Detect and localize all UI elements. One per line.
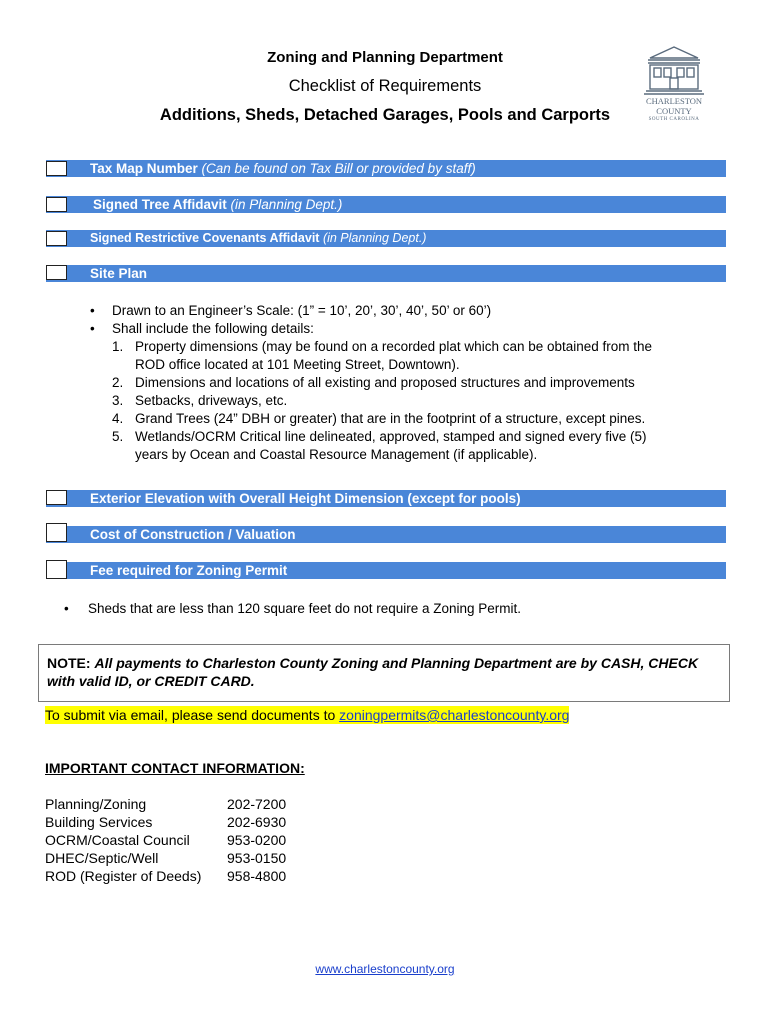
contact-row bbox=[45, 813, 286, 831]
detail-text: Dimensions and locations of all existing and proposed structures and improvements bbox=[135, 375, 635, 390]
contact-phone: 202-7200 bbox=[227, 796, 287, 812]
checklist-bar-exterior-elevation bbox=[46, 490, 726, 507]
website-link[interactable]: www.charlestoncounty.org bbox=[315, 962, 455, 976]
detail-number: 2. bbox=[112, 375, 124, 390]
checkbox-exterior-elevation[interactable] bbox=[46, 490, 67, 505]
detail-text: Setbacks, driveways, etc. bbox=[135, 393, 288, 408]
submit-text: To submit via email, please send documents to bbox=[45, 707, 340, 723]
contact-row bbox=[45, 795, 286, 813]
detail-item bbox=[88, 338, 738, 374]
detail-number: 1. bbox=[112, 339, 124, 354]
checklist-label: Exterior Elevation with Overall Height Dimension (except for pools) bbox=[90, 491, 521, 506]
detail-text: Property dimensions (may be found on a recorded plat which can be obtained from the bbox=[135, 339, 653, 354]
contact-row bbox=[45, 849, 286, 867]
list-item: • Shall include the following details: bbox=[88, 320, 738, 338]
contact-phone: 953-0200 bbox=[227, 832, 287, 848]
detail-item bbox=[88, 428, 738, 464]
county-logo bbox=[640, 44, 708, 124]
courthouse-icon bbox=[640, 44, 708, 96]
contact-name: ROD (Register of Deeds) bbox=[45, 868, 202, 884]
contact-row bbox=[45, 831, 286, 849]
shed-note-text: Sheds that are less than 120 square feet do not require a Zoning Permit. bbox=[88, 601, 522, 616]
checklist-label: Cost of Construction / Valuation bbox=[90, 527, 296, 542]
checklist-note: (in Planning Dept.) bbox=[322, 231, 427, 245]
detail-number: 3. bbox=[112, 393, 124, 408]
bullet: • bbox=[64, 601, 69, 616]
submit-instructions bbox=[45, 706, 569, 724]
contact-name: Building Services bbox=[45, 814, 153, 830]
note-prefix: NOTE: bbox=[47, 655, 91, 671]
logo-text-line1: CHARLESTON bbox=[645, 96, 703, 106]
checklist-label: Tax Map Number bbox=[90, 161, 198, 176]
contact-table bbox=[45, 795, 286, 885]
checklist-note: (Can be found on Tax Bill or provided by staff) bbox=[201, 161, 476, 176]
checkbox-tax-map[interactable] bbox=[46, 161, 67, 176]
contact-row bbox=[45, 867, 286, 885]
submit-email-link[interactable]: zoningpermits@charlestoncounty.org bbox=[339, 707, 570, 723]
department-name: Zoning and Planning Department bbox=[267, 49, 503, 66]
site-plan-requirements bbox=[88, 302, 738, 464]
checklist-bar-tree-affidavit bbox=[46, 196, 726, 213]
logo-text-line2: COUNTY bbox=[656, 106, 692, 116]
contact-name: Planning/Zoning bbox=[45, 796, 147, 812]
checklist-label: Signed Restrictive Covenants Affidavit bbox=[90, 231, 320, 245]
detail-item bbox=[88, 392, 738, 410]
checkbox-tree-affidavit[interactable] bbox=[46, 197, 67, 212]
checkbox-zoning-fee[interactable] bbox=[46, 560, 67, 579]
checklist-bar-cost-of-construction bbox=[46, 526, 726, 543]
contact-phone: 958-4800 bbox=[227, 868, 287, 884]
detail-item bbox=[88, 374, 738, 392]
detail-text: Wetlands/OCRM Critical line delineated, approved, stamped and signed every five (5) bbox=[135, 429, 647, 444]
document-subtitle: Checklist of Requirements bbox=[288, 77, 482, 95]
payment-note-box bbox=[38, 644, 730, 702]
contact-phone: 953-0150 bbox=[227, 850, 287, 866]
contact-name: DHEC/Septic/Well bbox=[45, 850, 159, 866]
document-title: Additions, Sheds, Detached Garages, Pools and Carports bbox=[159, 106, 611, 124]
detail-text-cont: ROD office located at 101 Meeting Street, Downtown). bbox=[135, 357, 460, 372]
detail-text: Grand Trees (24” DBH or greater) that are in the footprint of a structure, except pines. bbox=[135, 411, 646, 426]
checkbox-site-plan[interactable] bbox=[46, 265, 67, 280]
checklist-bar-covenants-affidavit bbox=[46, 230, 726, 247]
detail-item bbox=[88, 410, 738, 428]
checklist-label: Signed Tree Affidavit bbox=[93, 197, 227, 212]
checklist-bar-site-plan bbox=[46, 265, 726, 282]
checklist-label: Fee required for Zoning Permit bbox=[90, 563, 288, 578]
checklist-bar-zoning-fee bbox=[46, 562, 726, 579]
list-item: • Drawn to an Engineer’s Scale: (1” = 10’, 20’, 30’, 40’, 50’ or 60’) bbox=[88, 302, 738, 320]
contact-phone: 202-6930 bbox=[227, 814, 287, 830]
note-text: All payments to Charleston County Zoning and Planning Department are by CASH, CHECK with valid ID, or CREDIT CARD. bbox=[47, 655, 699, 689]
detail-number: 4. bbox=[112, 411, 124, 426]
detail-number: 5. bbox=[112, 429, 124, 444]
checklist-label: Site Plan bbox=[90, 266, 148, 281]
checklist-note: (in Planning Dept.) bbox=[230, 197, 343, 212]
logo-text-line3: SOUTH CAROLINA bbox=[648, 117, 700, 122]
contact-name: OCRM/Coastal Council bbox=[45, 832, 190, 848]
checkbox-covenants-affidavit[interactable] bbox=[46, 231, 67, 246]
checklist-bar-tax-map bbox=[46, 160, 726, 177]
contact-heading: IMPORTANT CONTACT INFORMATION: bbox=[45, 760, 305, 776]
checkbox-cost-of-construction[interactable] bbox=[46, 523, 67, 542]
detail-text-cont: years by Ocean and Coastal Resource Management (if applicable). bbox=[135, 447, 538, 462]
footer bbox=[0, 962, 770, 976]
